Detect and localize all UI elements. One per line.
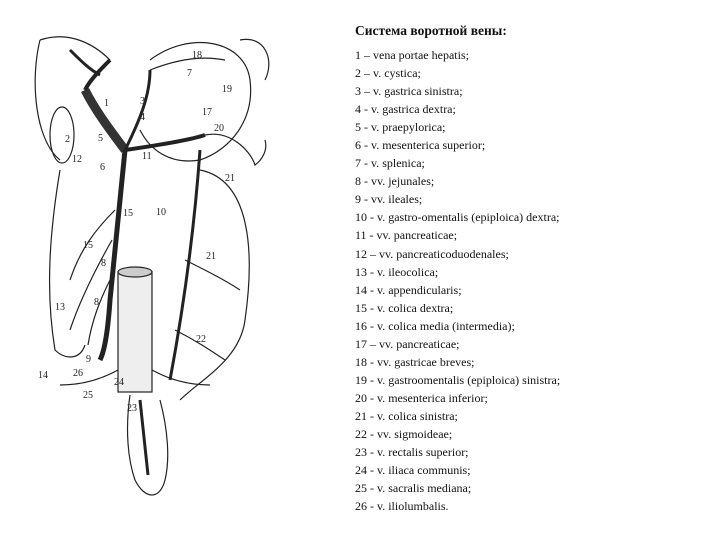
legend-panel <box>355 22 715 515</box>
legend-item: 4 - v. gastrica dextra; <box>355 102 456 117</box>
legend-item: 10 - v. gastro-omentalis (epiploica) dextra; <box>355 210 560 225</box>
label-2: 2 <box>65 134 70 145</box>
legend-item: 3 – v. gastrica sinistra; <box>355 84 463 99</box>
label-15b: 15 <box>83 240 93 251</box>
legend-item: 19 - v. gastroomentalis (epiploica) sinistra; <box>355 372 561 387</box>
label-17: 17 <box>202 107 212 118</box>
legend-item: 22 - vv. sigmoideae; <box>355 426 453 441</box>
label-15a: 15 <box>123 208 133 219</box>
label-19: 19 <box>222 84 232 95</box>
label-21a: 21 <box>225 173 235 184</box>
label-6: 6 <box>100 162 105 173</box>
label-8b: 8 <box>94 297 99 308</box>
label-18: 18 <box>192 50 202 61</box>
legend-item: 11 - vv. pancreaticae; <box>355 228 458 243</box>
label-20: 20 <box>214 123 224 134</box>
legend-item: 16 - v. colica media (intermedia); <box>355 318 515 333</box>
legend-item: 5 - v. praepylorica; <box>355 120 446 135</box>
label-8a: 8 <box>101 258 106 269</box>
label-26: 26 <box>73 368 83 379</box>
label-7: 7 <box>187 68 192 79</box>
legend-item: 18 - vv. gastricae breves; <box>355 354 475 369</box>
label-3: 3 <box>140 96 145 107</box>
legend-item: 2 – v. cystica; <box>355 66 421 81</box>
legend-item: 26 - v. iliolumbalis. <box>355 499 449 514</box>
legend-item: 12 – vv. pancreaticoduodenales; <box>355 246 509 261</box>
legend-item: 21 - v. colica sinistra; <box>355 408 458 423</box>
label-11: 11 <box>142 151 152 162</box>
legend-item: 9 - vv. ileales; <box>355 192 423 207</box>
legend-item: 14 - v. appendicularis; <box>355 282 462 297</box>
legend-item: 25 - v. sacralis mediana; <box>355 481 472 496</box>
legend-title: Система воротной вены: <box>355 23 507 38</box>
label-21b: 21 <box>206 251 216 262</box>
label-1: 1 <box>104 98 109 109</box>
legend-item: 7 - v. splenica; <box>355 156 425 171</box>
label-25: 25 <box>83 390 93 401</box>
anatomy-drawing <box>35 37 269 495</box>
legend-item: 6 - v. mesenterica superior; <box>355 138 486 153</box>
label-23: 23 <box>127 403 137 414</box>
spleen-outline <box>240 39 269 80</box>
label-13: 13 <box>55 302 65 313</box>
vena-cava <box>118 272 152 392</box>
label-10: 10 <box>156 207 166 218</box>
label-5: 5 <box>98 133 103 144</box>
legend-item: 23 - v. rectalis superior; <box>355 445 469 460</box>
label-12: 12 <box>72 154 82 165</box>
label-4: 4 <box>140 112 145 123</box>
portal-vein-diagram <box>0 0 340 540</box>
legend-item: 8 - vv. jejunales; <box>355 174 435 189</box>
legend-list <box>355 46 715 515</box>
gallbladder <box>50 107 74 163</box>
label-14: 14 <box>38 370 48 381</box>
legend-item: 17 – vv. pancreaticae; <box>355 336 460 351</box>
legend-item: 13 - v. ileocolica; <box>355 264 439 279</box>
legend-item: 24 - v. iliaca communis; <box>355 463 471 478</box>
legend-item: 15 - v. colica dextra; <box>355 300 454 315</box>
label-9: 9 <box>86 354 91 365</box>
label-24: 24 <box>114 377 124 388</box>
legend-item: 1 – vena portae hepatis; <box>355 48 469 62</box>
label-22: 22 <box>196 334 206 345</box>
legend-item: 20 - v. mesenterica inferior; <box>355 390 488 405</box>
